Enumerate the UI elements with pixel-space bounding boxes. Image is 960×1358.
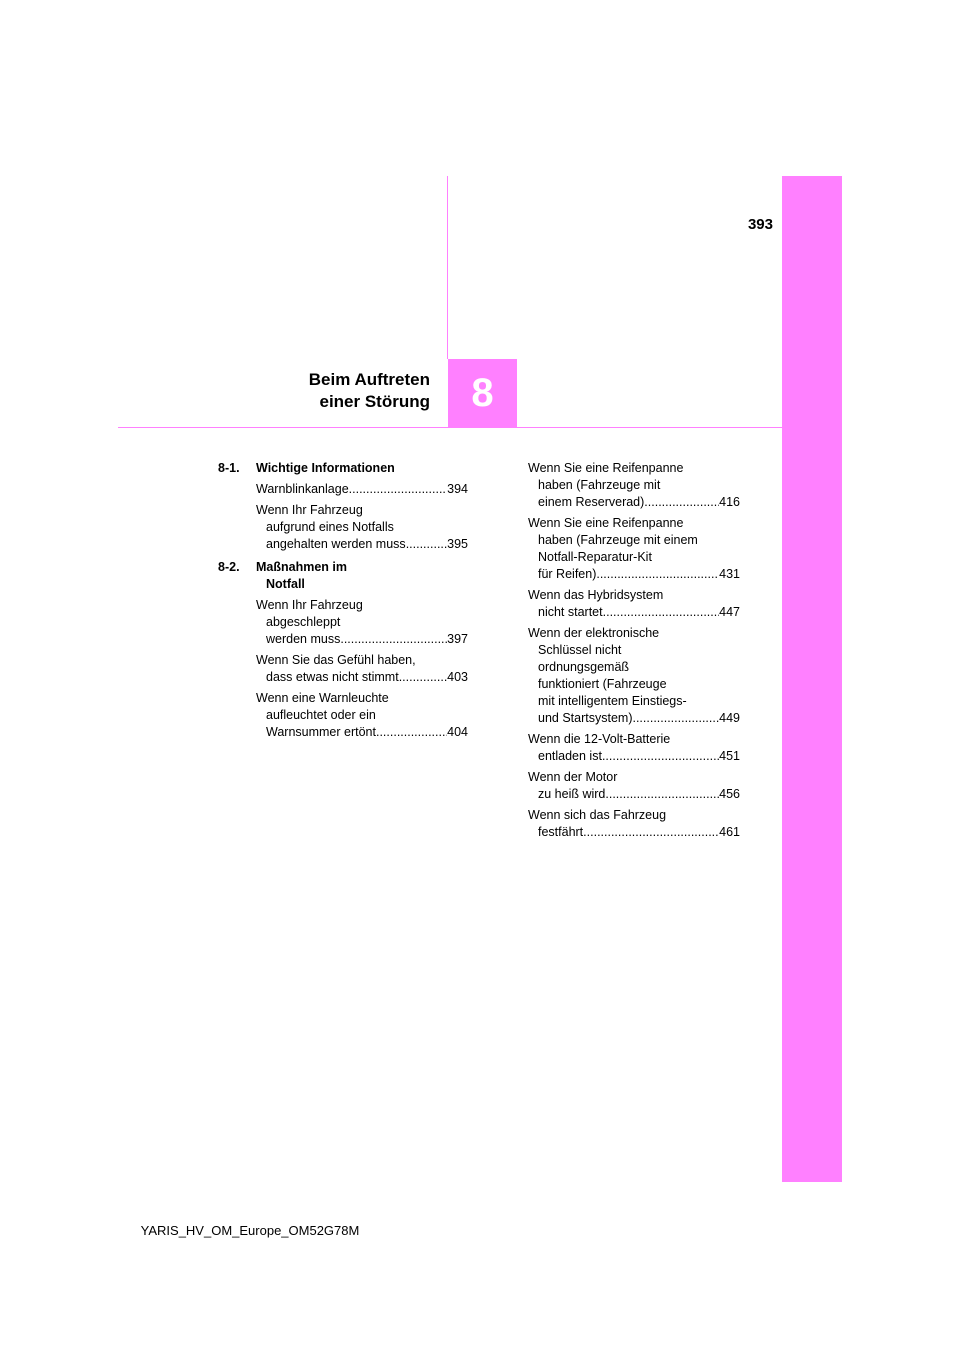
toc-section-title-line: Notfall xyxy=(266,577,305,591)
toc-entry-text: zu heiß wird xyxy=(538,787,606,801)
toc-entry-leader-line xyxy=(528,748,740,765)
toc-page-ref[interactable]: 395 xyxy=(447,537,468,551)
toc-entry-text: mit intelligentem Einstiegs- xyxy=(538,694,687,708)
toc-page-ref[interactable]: 456 xyxy=(719,787,740,801)
toc-entry-leader-line xyxy=(256,536,468,553)
toc-entry[interactable] xyxy=(528,515,740,583)
toc-entry-leader-line xyxy=(256,631,468,648)
toc-page-ref[interactable]: 394 xyxy=(447,482,468,496)
toc-dot-leader xyxy=(406,536,447,553)
toc-entry-text: Warnsummer ertönt xyxy=(266,725,376,739)
toc-entry-text: Wenn der Motor xyxy=(528,770,618,784)
toc-entry[interactable] xyxy=(256,597,468,648)
toc-entry-text: Notfall-Reparatur-Kit xyxy=(538,550,652,564)
toc-page-ref[interactable]: 449 xyxy=(719,711,740,725)
toc-entry-text: einem Reserverad) xyxy=(538,495,645,509)
toc-dot-leader xyxy=(603,604,720,621)
chapter-title xyxy=(250,369,430,413)
toc-entry-leader-line xyxy=(256,481,468,498)
toc-entry-text: Wenn das Hybridsystem xyxy=(528,588,664,602)
toc-entry-text: entladen ist xyxy=(538,749,602,763)
toc-left-column xyxy=(218,460,468,745)
toc-entry[interactable] xyxy=(528,460,740,511)
toc-entry-text: festfährt xyxy=(538,825,584,839)
toc-section-number: 8-2. xyxy=(218,560,240,574)
toc-dot-leader xyxy=(605,786,719,803)
toc-dot-leader xyxy=(602,748,719,765)
toc-right-column xyxy=(528,460,740,845)
toc-entry-text: und Startsystem) xyxy=(538,711,633,725)
toc-entry-list xyxy=(256,597,468,741)
toc-entry-text: dass etwas nicht stimmt xyxy=(266,670,399,684)
toc-page-ref[interactable]: 461 xyxy=(719,825,740,839)
toc-entry[interactable] xyxy=(528,769,740,803)
toc-entry-text: angehalten werden muss xyxy=(266,537,406,551)
toc-entry-text: Warnblinkanlage xyxy=(256,482,349,496)
toc-entry[interactable] xyxy=(528,587,740,621)
toc-dot-leader xyxy=(376,724,447,741)
toc-entry-leader-line xyxy=(528,786,740,803)
toc-entry[interactable] xyxy=(528,625,740,727)
toc-entry-text: Wenn Sie eine Reifenpanne xyxy=(528,516,684,530)
chapter-title-line: einer Störung xyxy=(319,392,430,411)
toc-entry-text: Wenn Ihr Fahrzeug xyxy=(256,503,363,517)
toc-entry-leader-line xyxy=(528,604,740,621)
toc-entry-leader-line xyxy=(528,710,740,727)
toc-page-ref[interactable]: 403 xyxy=(447,670,468,684)
chapter-number: 8 xyxy=(471,370,494,415)
toc-entry-leader-line xyxy=(256,669,468,686)
toc-entry[interactable] xyxy=(256,652,468,686)
toc-section-title xyxy=(256,559,468,593)
toc-entry-list xyxy=(256,481,468,553)
toc-dot-leader xyxy=(596,566,719,583)
toc-entry-text: funktioniert (Fahrzeuge xyxy=(538,677,667,691)
toc-entry[interactable] xyxy=(256,690,468,741)
toc-entry-leader-line xyxy=(528,824,740,841)
toc-entry-text: Wenn Sie eine Reifenpanne xyxy=(528,461,684,475)
toc-section-title-line: Maßnahmen im xyxy=(256,560,347,574)
toc-entry-text: ordnungsgemäß xyxy=(538,660,630,674)
toc-entry-leader-line xyxy=(528,494,740,511)
toc-dot-leader xyxy=(632,710,719,727)
toc-dot-leader xyxy=(340,631,447,648)
toc-entry-text: abgeschleppt xyxy=(266,615,341,629)
toc-page-ref[interactable]: 447 xyxy=(719,605,740,619)
toc-entry-text: haben (Fahrzeuge mit einem xyxy=(538,533,698,547)
toc-entry[interactable] xyxy=(256,481,468,498)
document-footer: YARIS_HV_OM_Europe_OM52G78M xyxy=(140,1223,360,1238)
toc-entry-text: Wenn Sie das Gefühl haben, xyxy=(256,653,416,667)
chapter-number-box xyxy=(448,359,517,427)
toc-section-title xyxy=(256,460,468,477)
toc-entry-text: aufgrund eines Notfalls xyxy=(266,520,394,534)
chapter-side-tab xyxy=(782,176,842,1182)
toc-entry[interactable] xyxy=(528,731,740,765)
toc-entry[interactable] xyxy=(528,807,740,841)
toc-page-ref[interactable]: 431 xyxy=(719,567,740,581)
toc-entry-text: Wenn sich das Fahrzeug xyxy=(528,808,667,822)
toc-entry-text: Wenn der elektronische xyxy=(528,626,660,640)
toc-entry-text: Wenn Ihr Fahrzeug xyxy=(256,598,363,612)
toc-entry-text: werden muss xyxy=(266,632,341,646)
toc-page-ref[interactable]: 397 xyxy=(447,632,468,646)
header-vertical-rule xyxy=(447,176,448,359)
toc-section-title-line: Wichtige Informationen xyxy=(256,461,395,475)
toc-entry-text: aufleuchtet oder ein xyxy=(266,708,376,722)
toc-dot-leader xyxy=(583,824,719,841)
toc-entry-text: Wenn die 12-Volt-Batterie xyxy=(528,732,671,746)
toc-page-ref[interactable]: 416 xyxy=(719,495,740,509)
toc-entry-text: für Reifen) xyxy=(538,567,597,581)
toc-entry-text: Wenn eine Warnleuchte xyxy=(256,691,389,705)
toc-entry-text: Schlüssel nicht xyxy=(538,643,622,657)
chapter-title-line: Beim Auftreten xyxy=(308,370,430,389)
toc-entry-leader-line xyxy=(528,566,740,583)
toc-section-heading xyxy=(218,460,468,477)
toc-page-ref[interactable]: 451 xyxy=(719,749,740,763)
toc-dot-leader xyxy=(399,669,447,686)
toc-section-number: 8-1. xyxy=(218,461,240,475)
toc-page-ref[interactable]: 404 xyxy=(447,725,468,739)
toc-dot-leader xyxy=(644,494,719,511)
toc-entry-text: haben (Fahrzeuge mit xyxy=(538,478,661,492)
toc-dot-leader xyxy=(349,481,447,498)
header-horizontal-rule xyxy=(118,427,782,428)
toc-section-heading xyxy=(218,559,468,593)
toc-entry-leader-line xyxy=(256,724,468,741)
toc-entry[interactable] xyxy=(256,502,468,553)
page-number: 393 xyxy=(747,216,773,233)
toc-entry-text: nicht startet xyxy=(538,605,603,619)
